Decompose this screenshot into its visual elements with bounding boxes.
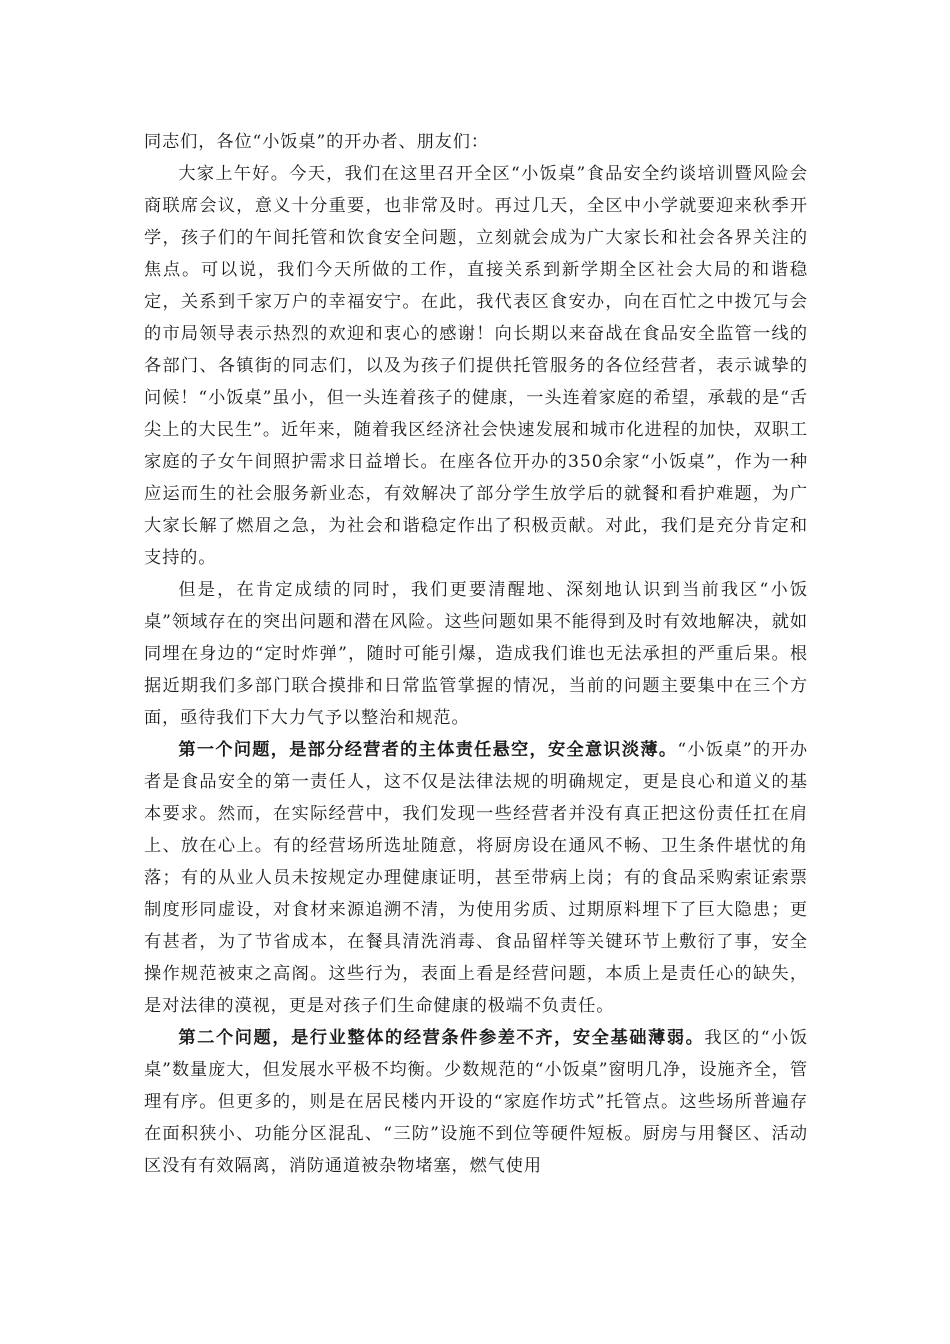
- issue-1-body: “小饭桌”的开办者是食品安全的第一责任人，这不仅是法律法规的明确规定，更是良心和道义的基本要求。然而，在实际经营中，我们发现一些经营者并没有真正把这份责任扛在肩上、放在心上。有的经营场所选址随意，将厨房设在通风不畅、卫生条件堪忧的角落；有的从业人员未按规定办理健康证明，甚至带病上岗；有的食品采购索证索票制度形同虚设，对食材来源追溯不清，为使用劣质、过期原料埋下了巨大隐患；更有甚者，为了节省成本，在餐具清洗消毒、食品留样等关键环节上敷衍了事，安全操作规范被束之高阁。这些行为，表面上看是经营问题，本质上是责任心的缺失，是对法律的漠视，更是对孩子们生命健康的极端不负责任。: [144, 740, 808, 1016]
- issue-2-body: 我区的“小饭桌”数量庞大，但发展水平极不均衡。少数规范的“小饭桌”窗明几净，设施齐全，管理有序。但更多的，则是在居民楼内开设的“家庭作坊式”托管点。这些场所普遍存在面积狭小、功能分区混乱、“三防”设施不到位等硬件短板。厨房与用餐区、活动区没有有效隔离，消防通道被杂物堵塞，燃气使用: [144, 1028, 809, 1176]
- issue-1-heading: 第一个问题，是部分经营者的主体责任悬空，安全意识淡薄。: [178, 740, 678, 760]
- paragraph-issue-1: [144, 734, 808, 1022]
- paragraph-issue-2: [144, 1022, 808, 1182]
- document-body: [144, 126, 808, 1182]
- issue-2-heading: 第二个问题，是行业整体的经营条件参差不齐，安全基础薄弱。: [178, 1028, 705, 1048]
- paragraph-opening: 大家上午好。今天，我们在这里召开全区“小饭桌”食品安全约谈培训暨风险会商联席会议，意义十分重要，也非常及时。再过几天，全区中小学就要迎来秋季开学，孩子们的午间托管和饮食安全问题，立刻就会成为广大家长和社会各界关注的焦点。可以说，我们今天所做的工作，直接关系到新学期全区社会大局的和谐稳定，关系到千家万户的幸福安宁。在此，我代表区食安办，向在百忙之中拨冗与会的市局领导表示热烈的欢迎和衷心的感谢！向长期以来奋战在食品安全监管一线的各部门、各镇街的同志们，以及为孩子们提供托管服务的各位经营者，表示诚挚的问候！“小饭桌”虽小，但一头连着孩子的健康，一头连着家庭的希望，承载的是“舌尖上的大民生”。近年来，随着我区经济社会快速发展和城市化进程的加快，双职工家庭的子女午间照护需求日益增长。在座各位开办的350余家“小饭桌”，作为一种应运而生的社会服务新业态，有效解决了部分学生放学后的就餐和看护难题，为广大家长解了燃眉之急，为社会和谐稳定作出了积极贡献。对此，我们是充分肯定和支持的。: [144, 164, 808, 568]
- salutation: 同志们，各位“小饭桌”的开办者、朋友们：: [144, 132, 489, 152]
- paragraph-problems-intro: 但是，在肯定成绩的同时，我们更要清醒地、深刻地认识到当前我区“小饭桌”领域存在的突出问题和潜在风险。这些问题如果不能得到及时有效地解决，就如同埋在身边的“定时炸弹”，随时可能引爆，造成我们谁也无法承担的严重后果。根据近期我们多部门联合摸排和日常监管掌握的情况，当前的问题主要集中在三个方面，亟待我们下大力气予以整治和规范。: [144, 580, 808, 728]
